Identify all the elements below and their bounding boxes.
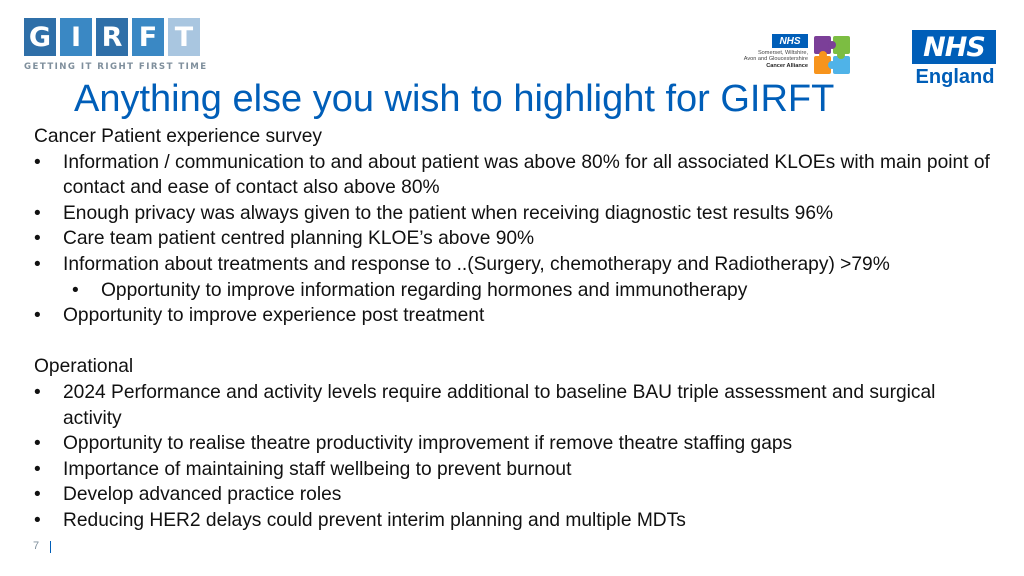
girft-letter-g: G: [24, 18, 56, 56]
girft-letter-t: T: [168, 18, 200, 56]
nhs-england-logo: [912, 30, 998, 89]
list-item: • Develop advanced practice roles: [34, 482, 994, 508]
list-item: • Opportunity to realise theatre productivity improvement if remove theatre staffing gaps: [34, 431, 994, 457]
page-divider: [50, 541, 51, 553]
list-item: • Opportunity to improve experience post treatment: [34, 303, 994, 329]
list-item: • Information / communication to and about patient was above 80% for all associated KLOEs with main point of contact and ease of contact also above 80%: [34, 150, 994, 201]
alliance-line-1: Somerset, Wiltshire,: [757, 50, 808, 56]
list-item: • Importance of maintaining staff wellbeing to prevent burnout: [34, 457, 994, 483]
list-item: • 2024 Performance and activity levels require additional to baseline BAU triple assessment and surgical activity: [34, 380, 994, 431]
list-item: • Reducing HER2 delays could prevent interim planning and multiple MDTs: [34, 508, 994, 534]
sub-list-item: • Opportunity to improve information regarding hormones and immunotherapy: [34, 278, 994, 304]
operational-list: [34, 380, 994, 534]
patient-survey-heading: Cancer Patient experience survey: [34, 126, 322, 147]
girft-tagline: GETTING IT RIGHT FIRST TIME: [24, 62, 208, 72]
nhs-badge: NHS: [912, 30, 996, 64]
girft-logo: [24, 18, 208, 78]
list-item: • Enough privacy was always given to the patient when receiving diagnostic test results 96%: [34, 201, 994, 227]
slide-content: [34, 124, 994, 534]
list-item: • Care team patient centred planning KLOE’s above 90%: [34, 226, 994, 252]
alliance-nhs-badge: NHS: [772, 34, 808, 48]
alliance-line-3: Cancer Alliance: [766, 62, 808, 69]
slide-title: Anything else you wish to highlight for GIRFT: [74, 78, 835, 120]
page-number: 7: [33, 540, 40, 552]
girft-letter-f: F: [132, 18, 164, 56]
puzzle-icon: [812, 34, 852, 78]
list-item: • Information about treatments and response to ..(Surgery, chemotherapy and Radiotherapy) >79%: [34, 252, 994, 278]
patient-survey-list: [34, 150, 994, 329]
cancer-alliance-logo: [728, 34, 856, 78]
alliance-line-2: Avon and Gloucestershire: [743, 56, 808, 63]
nhs-england-label: England: [915, 66, 995, 88]
section-spacer: [34, 329, 994, 355]
operational-heading: Operational: [34, 356, 134, 378]
girft-letter-r: R: [96, 18, 128, 56]
girft-letter-i: I: [60, 18, 92, 56]
alliance-text: [728, 50, 808, 69]
